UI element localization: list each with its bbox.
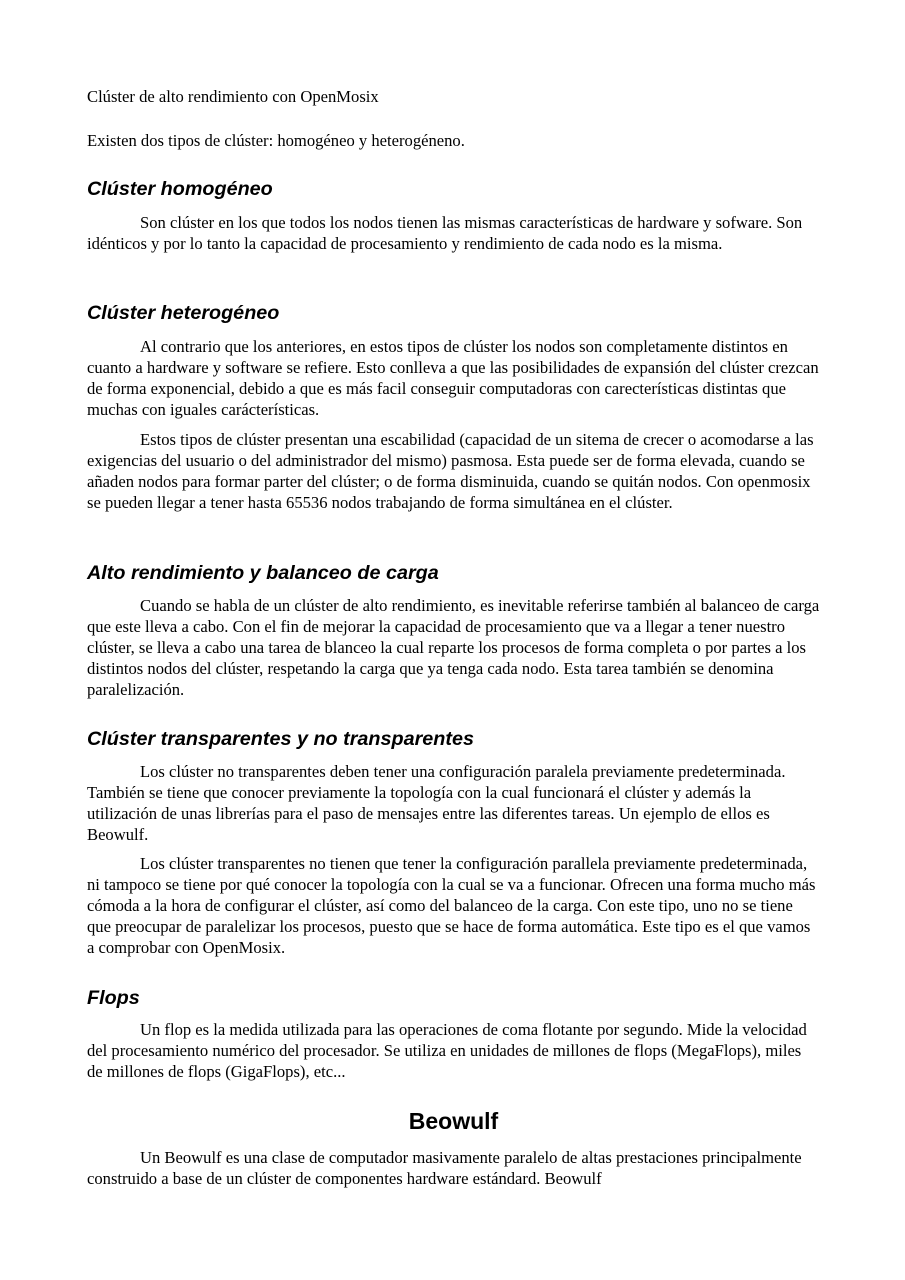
paragraph-transparentes: Los clúster transparentes no tienen que tener la configuración parallela previamente predeterminada, ni tampoco se tiene por qué conocer la topología con la cual se va a funcionar. Ofrecen una forma mucho más cómoda a la hora de configurar el clúster, así como del balanceo de la carga. Con este tipo, uno no se tiene que preocupar de paralelizar los procesos, puesto que se hace de forma automática. Este tipo es el que vamos a comprobar con OpenMosix. <box>87 854 816 958</box>
heading-cluster-heterogeneo: Clúster heterogéneo <box>87 302 280 324</box>
heading-alto-rendimiento: Alto rendimiento y balanceo de carga <box>87 562 439 584</box>
paragraph-heterogeneo-2: Estos tipos de clúster presentan una escabilidad (capacidad de un sitema de crecer o acomodarse a las exigencias del usuario o del administrador del mismo) pasmosa. Esta puede ser de forma elevada, cuando se añaden nodos para formar parter del clúster; o de forma disminuida, cuando se quitán nodos. Con openmosix se pueden llegar a tener hasta 65536 nodos trabajando de forma simultánea en el clúster. <box>87 430 814 513</box>
paragraph-flops: Un flop es la medida utilizada para las operaciones de coma flotante por segundo. Mide la velocidad del procesamiento numérico del procesador. Se utiliza en unidades de millones de flops (MegaFlops), miles de millones de flops (GigaFlops), etc... <box>87 1020 807 1082</box>
paragraph-heterogeneo-1: Al contrario que los anteriores, en estos tipos de clúster los nodos son completamente distintos en cuanto a hardware y software se refiere. Esto conlleva a que las posibilidades de expansión del clúster crezcan de forma exponencial, debido a que es más facil conseguir computadoras con carecterísticas distintas que muchas con iguales carácterísticas. <box>87 337 819 420</box>
heading-cluster-homogeneo: Clúster homogéneo <box>87 178 273 200</box>
heading-beowulf: Beowulf <box>408 1108 499 1134</box>
heading-transparentes: Clúster transparentes y no transparentes <box>87 728 474 750</box>
document-title-line: Clúster de alto rendimiento con OpenMosix <box>87 87 379 106</box>
paragraph-balanceo: Cuando se habla de un clúster de alto rendimiento, es inevitable referirse también al balanceo de carga que este lleva a cabo. Con el fin de mejorar la capacidad de procesamiento que va a llegar a tener nuestro clúster, se lleva a cabo una tarea de blanceo la cual reparte los procesos de forma completa o por partes a los distintos nodos del clúster, respetando la carga que ya tenga cada nodo. Esta tarea también se denomina paralelización. <box>87 596 820 700</box>
paragraph-no-transparentes: Los clúster no transparentes deben tener una configuración paralela previamente predeterminada. También se tiene que conocer previamente la topología con la cual funcionará el clúster y además la utilización de unas librerías para el paso de mensajes entre las diferentes tareas. Un ejemplo de ellos es Beowulf. <box>87 762 786 845</box>
paragraph-homogeneo: Son clúster en los que todos los nodos tienen las mismas características de hardware y sofware. Son idénticos y por lo tanto la capacidad de procesamiento y rendimiento de cada nodo es la misma. <box>87 213 803 254</box>
heading-flops: Flops <box>87 987 140 1009</box>
paragraph-beowulf: Un Beowulf es una clase de computador masivamente paralelo de altas prestaciones principalmente construido a base de un clúster de componentes hardware estándard. Beowulf <box>87 1148 802 1189</box>
intro-paragraph: Existen dos tipos de clúster: homogéneo y heterogéneno. <box>87 131 465 150</box>
